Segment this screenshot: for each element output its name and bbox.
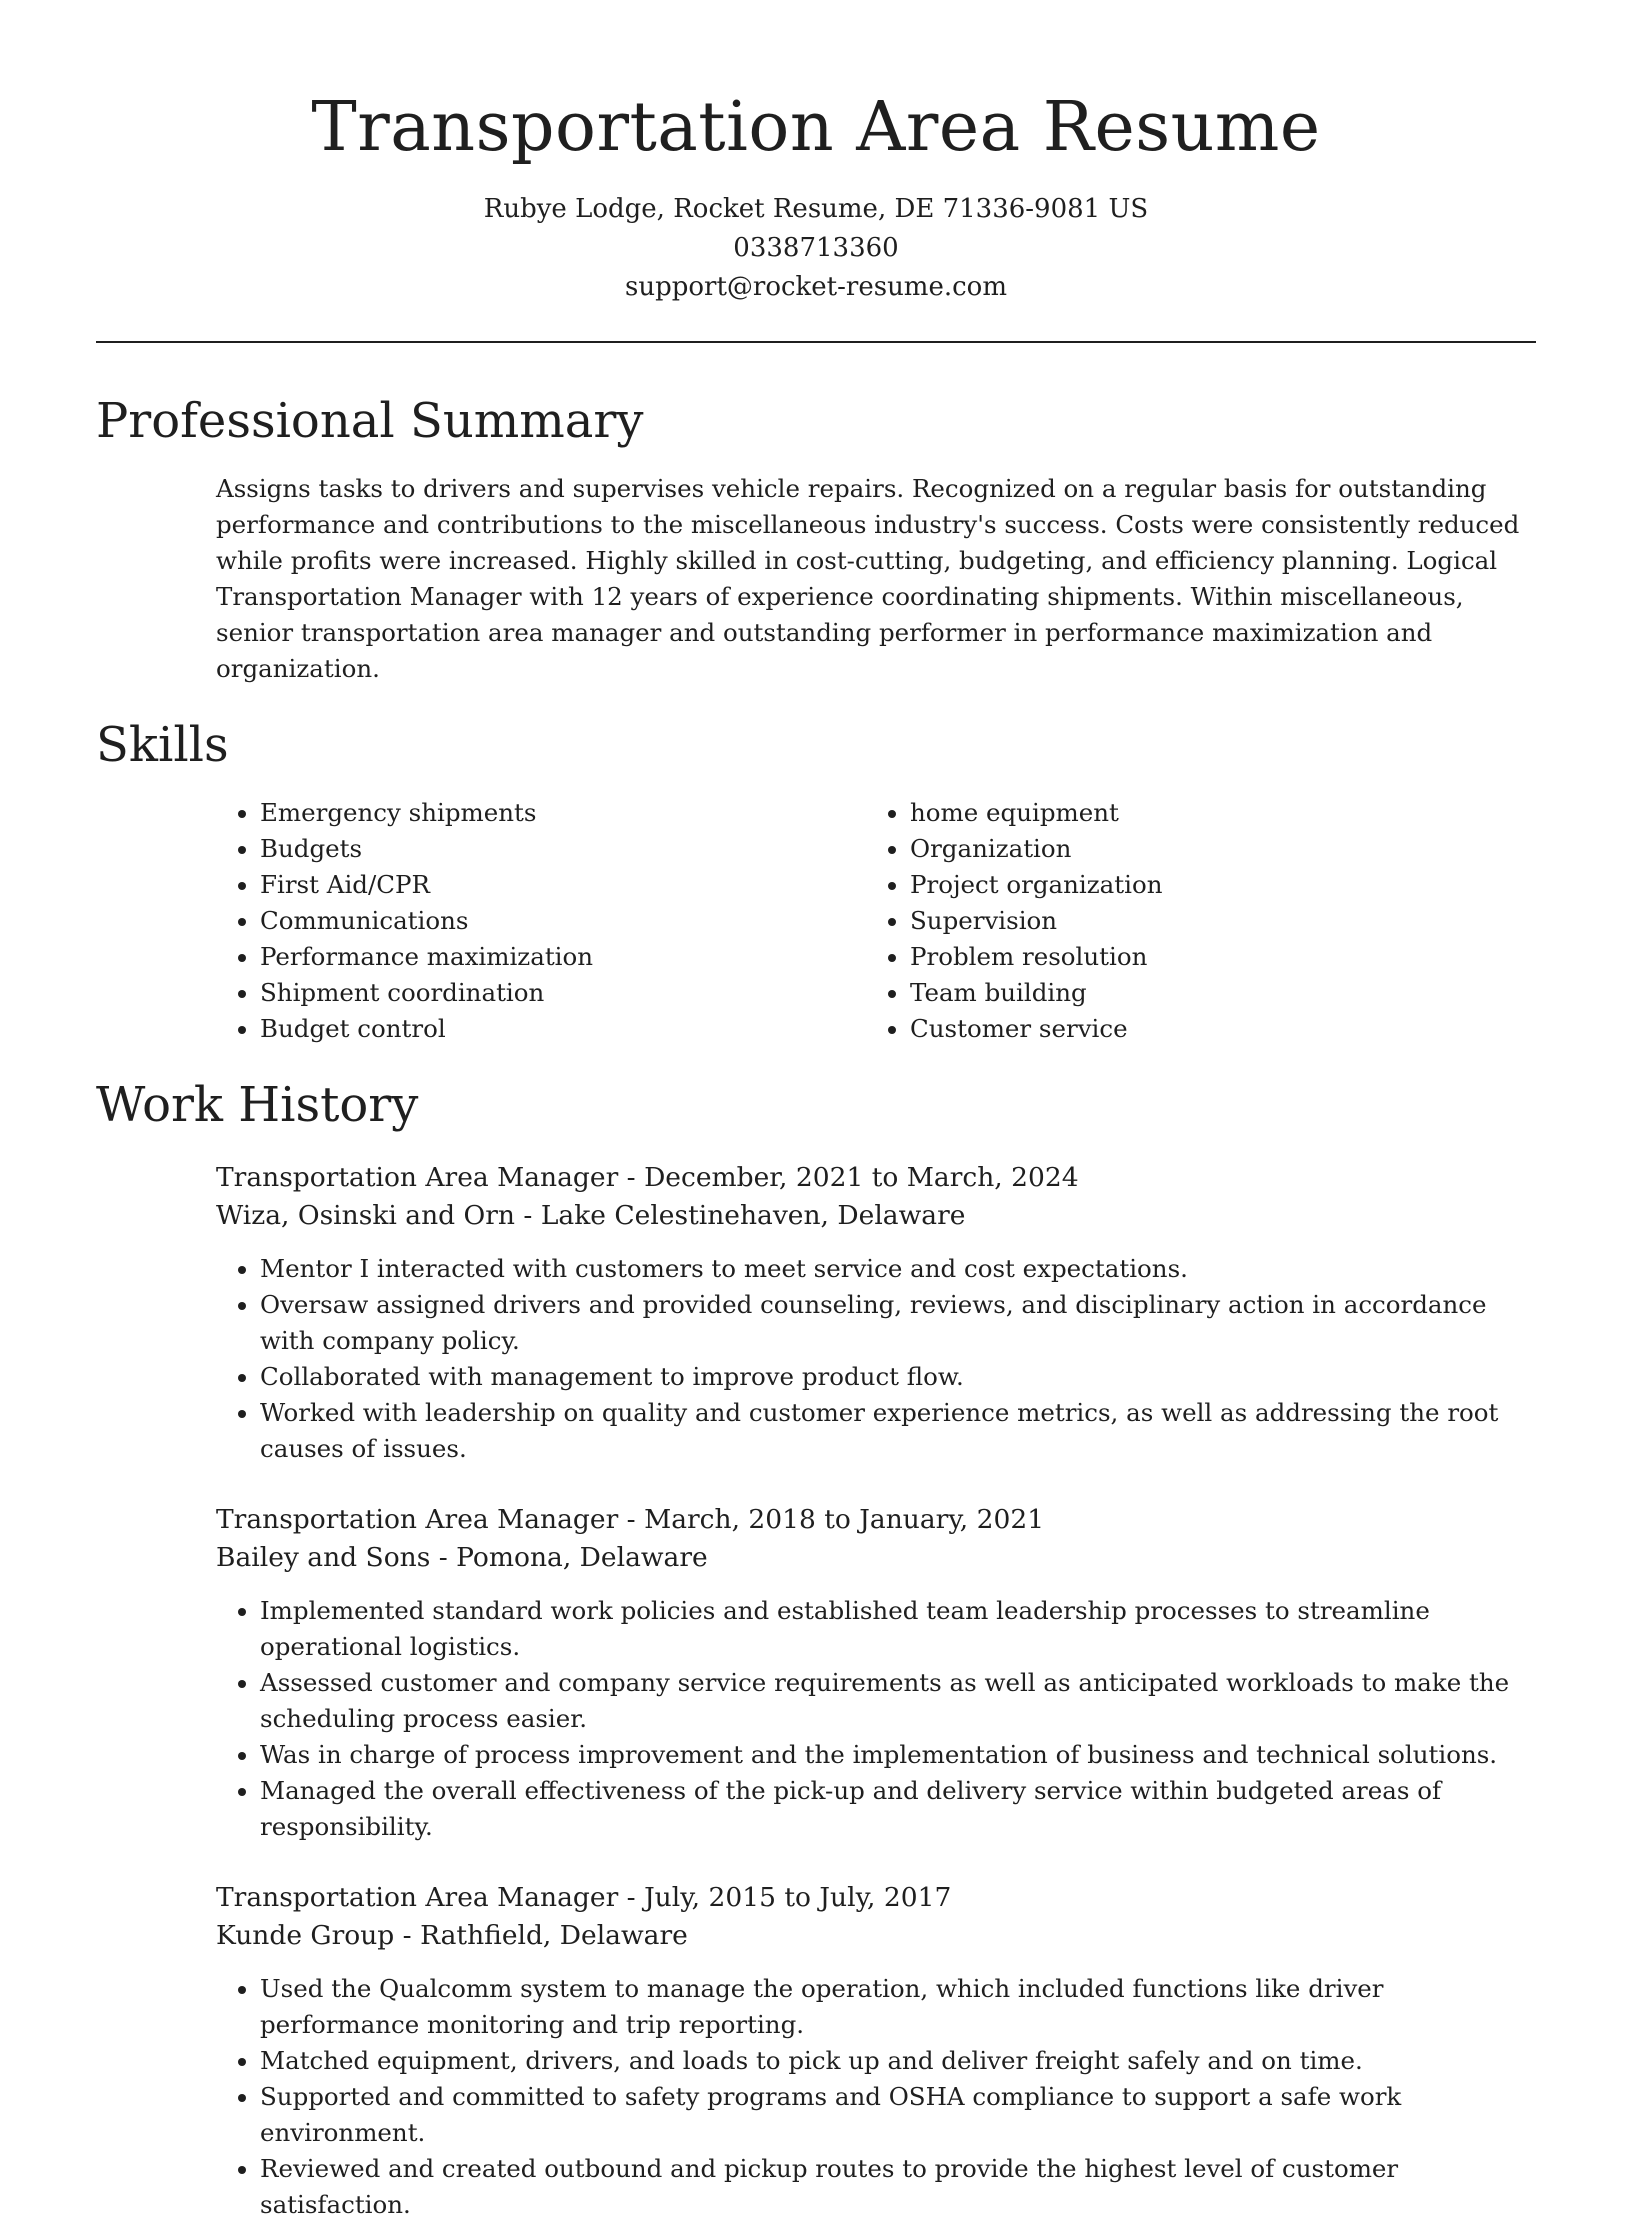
job-company: Bailey and Sons	[216, 1542, 431, 1573]
skill-item: • Team building	[910, 975, 1516, 1011]
job-location: Lake Celestinehaven, Delaware	[540, 1200, 966, 1231]
skill-item: • Communications	[260, 903, 866, 939]
job-company: Kunde Group	[216, 1920, 395, 1951]
skill-item: • Problem resolution	[910, 939, 1516, 975]
job-bullets	[216, 1971, 1536, 2223]
job-company: Wiza, Osinski and Orn	[216, 1200, 515, 1231]
job-location: Pomona, Delaware	[456, 1542, 708, 1573]
skill-item: • home equipment	[910, 795, 1516, 831]
job-bullet: • Implemented standard work policies and established team leadership processes to streamline operational logistics.	[260, 1593, 1536, 1665]
job-bullet: • Managed the overall effectiveness of the pick-up and delivery service within budgeted areas of responsibility.	[260, 1773, 1536, 1845]
job-bullet: • Supported and committed to safety programs and OSHA compliance to support a safe work environment.	[260, 2079, 1536, 2151]
job-bullet: • Used the Qualcomm system to manage the operation, which included functions like driver performance monitoring and trip reporting.	[260, 1971, 1536, 2043]
resume-title: Transportation Area Resume	[311, 88, 1321, 167]
job-entry	[216, 1879, 1536, 2223]
contact-phone: 0338713360	[733, 233, 899, 263]
job-bullet: • Was in charge of process improvement and the implementation of business and technical solutions.	[260, 1737, 1536, 1773]
job-entry	[216, 1159, 1536, 1467]
skills-column-right	[866, 795, 1516, 1047]
header-divider	[96, 341, 1536, 343]
skills-column-left	[216, 795, 866, 1047]
skill-item: • Budgets	[260, 831, 866, 867]
skills-list	[216, 795, 1536, 1047]
job-title: Transportation Area Manager	[216, 1162, 619, 1193]
skill-item: • Customer service	[910, 1011, 1516, 1047]
skill-item: • Emergency shipments	[260, 795, 866, 831]
job-bullet: • Mentor I interacted with customers to meet service and cost expectations.	[260, 1251, 1536, 1287]
resume-header	[96, 0, 1536, 307]
job-dates: July, 2015 to July, 2017	[644, 1882, 952, 1913]
job-company-line: Bailey and Sons - Pomona, Delaware	[216, 1542, 708, 1573]
job-bullet: • Worked with leadership on quality and customer experience metrics, as well as addressing the root causes of issues.	[260, 1395, 1536, 1467]
skill-item: • Performance maximization	[260, 939, 866, 975]
job-bullets	[216, 1593, 1536, 1845]
job-bullets	[216, 1251, 1536, 1467]
summary-heading: Professional Summary	[96, 393, 644, 449]
contact-email[interactable]: support@rocket-resume.com	[624, 272, 1007, 302]
skill-item: • First Aid/CPR	[260, 867, 866, 903]
job-company-line: Wiza, Osinski and Orn - Lake Celestinehaven, Delaware	[216, 1200, 966, 1231]
job-title-line: Transportation Area Manager - December, 2021 to March, 2024	[216, 1162, 1079, 1193]
job-company-line: Kunde Group - Rathfield, Delaware	[216, 1920, 688, 1951]
contact-block	[96, 190, 1536, 307]
job-bullet: • Matched equipment, drivers, and loads to pick up and deliver freight safely and on time.	[260, 2043, 1536, 2079]
job-title: Transportation Area Manager	[216, 1504, 619, 1535]
job-entry	[216, 1501, 1536, 1845]
skill-item: • Organization	[910, 831, 1516, 867]
skill-item: • Shipment coordination	[260, 975, 866, 1011]
job-dates: December, 2021 to March, 2024	[644, 1162, 1079, 1193]
job-bullet: • Assessed customer and company service requirements as well as anticipated workloads to make the scheduling process easier.	[260, 1665, 1536, 1737]
job-dates: March, 2018 to January, 2021	[644, 1504, 1045, 1535]
summary-text: Assigns tasks to drivers and supervises vehicle repairs. Recognized on a regular basis for outstanding performance and contributions to the miscellaneous industry's success. Costs were consistently reduced while profits were increased. Highly skilled in cost-cutting, budgeting, and efficiency planning. Logical Transportation Manager with 12 years of experience coordinating shipments. Within miscellaneous, senior transportation area manager and outstanding performer in performance maximization and organization.	[216, 474, 1520, 683]
job-title-line: Transportation Area Manager - July, 2015 to July, 2017	[216, 1882, 952, 1913]
job-bullet: • Oversaw assigned drivers and provided counseling, reviews, and disciplinary action in accordance with company policy.	[260, 1287, 1536, 1359]
contact-address: Rubye Lodge, Rocket Resume, DE 71336-9081 US	[483, 194, 1149, 224]
job-bullet: • Reviewed and created outbound and pickup routes to provide the highest level of customer satisfaction.	[260, 2151, 1536, 2223]
work-history-heading: Work History	[96, 1077, 419, 1133]
job-title: Transportation Area Manager	[216, 1882, 619, 1913]
skill-item: • Supervision	[910, 903, 1516, 939]
job-bullet: • Collaborated with management to improve product flow.	[260, 1359, 1536, 1395]
skill-item: • Project organization	[910, 867, 1516, 903]
skill-item: • Budget control	[260, 1011, 866, 1047]
job-title-line: Transportation Area Manager - March, 2018 to January, 2021	[216, 1504, 1045, 1535]
skills-heading: Skills	[96, 717, 229, 773]
job-location: Rathfield, Delaware	[420, 1920, 688, 1951]
